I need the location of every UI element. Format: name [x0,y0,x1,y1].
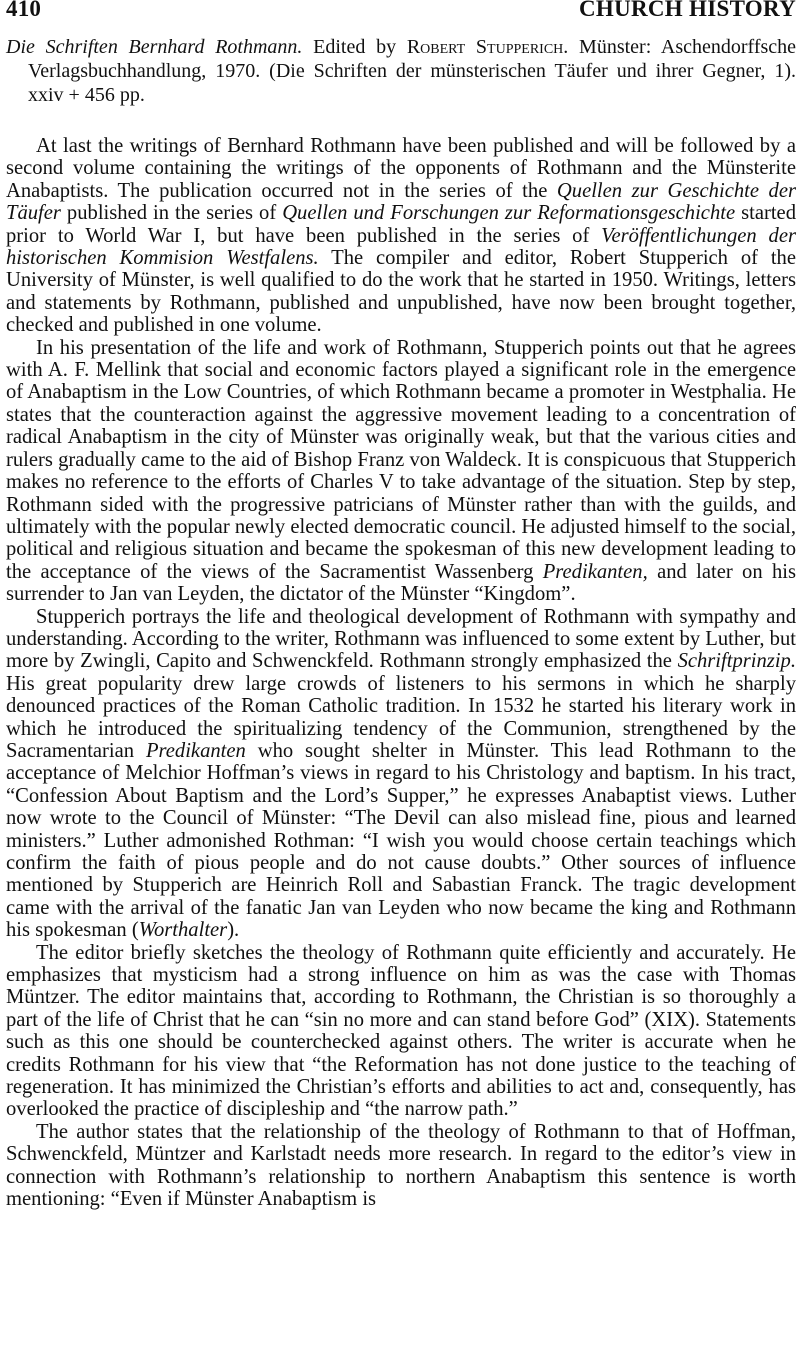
edited-by-label: Edited by [313,36,397,58]
italic-title: Predikanten [145,739,246,762]
italic-title: Schriftprinzip. [677,650,796,673]
publication-details: Münster: Aschendorffsche Verlagsbuchhandlung, 1970. (Die Schriften der münsterischen Täufer und ihrer Gegner, 1). xxiv + 456 pp. [28,36,797,106]
review-body [6,135,796,1211]
italic-title: Veröffentlichungen der historischen Kommision Westfalens. [6,224,796,270]
journal-page [6,0,796,1211]
book-title: Die Schriften Bernhard Rothmann. [6,36,303,58]
paragraph-text: The editor briefly sketches the theology of Rothmann quite efficiently and accurately. He emphasizes that mysticism had a strong influence on him as was the case with Thomas Müntzer. The editor maintains that, according to Rothmann, the Christian is so thoroughly a part of the life of Christ that he can “sin no more and can stand before God” (XIX). Statements such as this one should be counterchecked against others. The writer is accurate when he credits Rothmann for his view that “the Reformation has not done justice to the teaching of regeneration. It has minimized the Christian’s efforts and abilities to act and, consequently, has overlooked the practice of discipleship and “the narrow path.” [6,941,796,1121]
paragraph-text: At last the writings of Bernhard Rothmann have been published and will be followed by a second volume containing the writings of the opponents of Rothmann and the Münsterite Anabaptists. The publication occurred not in the series of the [6,135,796,202]
running-head [6,0,796,22]
paragraph-text: published in the series of [60,202,283,225]
italic-title: Quellen zur Geschichte der Täufer [6,179,797,225]
review-paragraph [6,606,796,942]
journal-title: CHURCH HISTORY [578,0,796,21]
paragraph-text: The author states that the relationship of the theology of Rothmann to that of Hoffman, Schwenckfeld, Müntzer and Karlstadt needs more research. In regard to the editor’s view in connection with Rothmann’s relationship to northern Anabaptism this sentence is worth mentioning: “Even if Münster Anabaptism is [6,1120,796,1211]
page-number: 410 [6,0,42,21]
review-paragraph [6,942,796,1121]
italic-title: Predikanten, [542,560,648,583]
italic-title: Quellen und Forschungen zur Reformationsgeschichte [282,202,736,225]
italic-title: Worthalter [138,919,228,942]
paragraph-text: His great popularity drew large crowds of listeners to his sermons in which he sharply denounced practices of the Roman Catholic tradition. In 1532 he started his literary work in which he introduced the spiritualizing tendency of the Communion, strengthened by the Sacramentarian [6,672,796,762]
paragraph-text: started prior to World War I, but have been published in the series of [6,202,796,247]
paragraph-text: ). [227,919,240,942]
paragraph-text: In his presentation of the life and work of Rothmann, Stupperich points out that he agrees with A. F. Mellink that social and economic factors played a significant role in the emergence of Anabaptism in the Low Countries, of which Rothmann became a promoter in Westphalia. He states that the counteraction against the aggressive movement leading to a concentration of radical Anabaptism in the city of Münster was originally weak, but that the various cities and rulers gradually came to the aid of Bishop Franz von Waldeck. It is conspicuous that Stupperich makes no reference to the efforts of Charles V to take advantage of the situation. Step by step, Rothmann sided with the progressive patricians of Münster rather than with the guilds, and ultimately with the popular newly elected democratic council. He adjusted himself to the social, political and religious situation and became the spokesman of this new development leading to the acceptance of the views of the Sacramentist Wassenberg [6,336,796,583]
editor-name: Robert Stupperich. [406,36,569,58]
review-paragraph [6,135,796,337]
paragraph-text: and later on his surrender to Jan van Leyden, the dictator of the Münster “Kingdom”. [6,560,796,606]
paragraph-text: The compiler and editor, Robert Stupperich of the University of Münster, is well qualified to do the work that he started in 1950. Writings, letters and statements by Rothmann, published and unpublished, have now been brought together, checked and published in one volume. [6,247,796,337]
review-paragraph [6,337,796,606]
book-citation [6,35,796,107]
paragraph-text: Stupperich portrays the life and theological development of Rothmann with sympathy and understanding. According to the writer, Rothmann was influenced to some extent by Luther, but more by Zwingli, Capito and Schwenckfeld. Rothmann strongly emphasized the [6,605,796,673]
review-paragraph [6,1121,796,1211]
paragraph-text: who sought shelter in Münster. This lead Rothmann to the acceptance of Melchior Hoffman’s views in regard to his Christology and baptism. In his tract, “Confession About Baptism and the Lord’s Supper,” he expresses Anabaptist views. Luther now wrote to the Council of Münster: “The Devil can also mislead fine, pious and learned ministers.” Luther admonished Rothman: “I wish you would choose certain teachings which confirm the faith of pious people and do not cause doubts.” Other sources of influence mentioned by Stupperich are Heinrich Roll and Sabastian Franck. The tragic development came with the arrival of the fanatic Jan van Leyden who now became the king and Rothmann his spokesman ( [6,739,796,942]
